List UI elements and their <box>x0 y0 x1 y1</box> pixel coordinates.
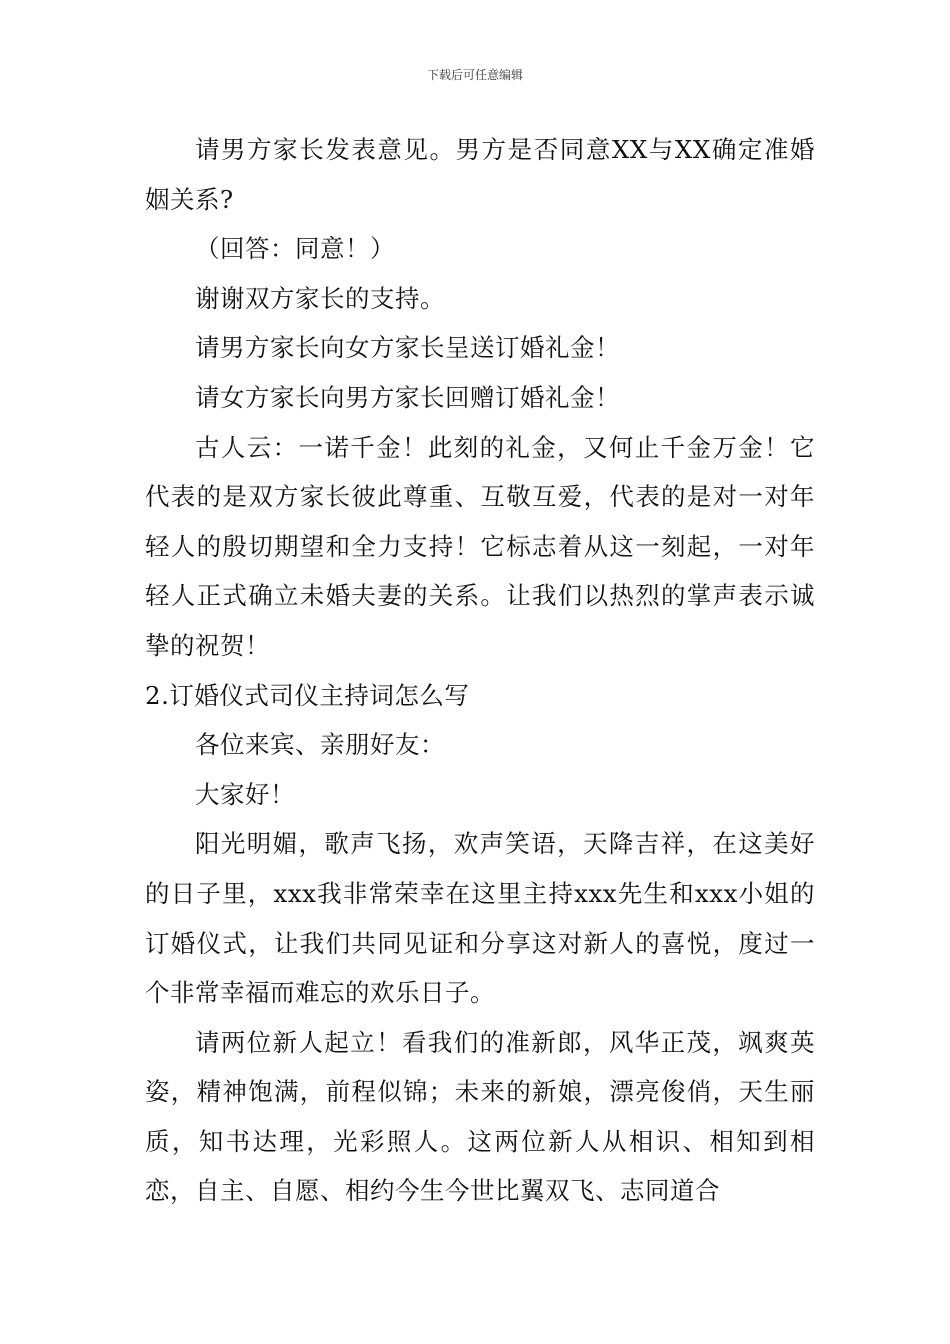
paragraph-bride-gift: 请女方家长向男方家长回赠订婚礼金！ <box>195 382 620 412</box>
paragraph-greeting-guests: 各位来宾、亲朋好友： <box>195 730 445 760</box>
paragraph-couple-stand: 请两位新人起立！看我们的准新郎，风华正茂，飒爽英姿，精神饱满，前程似锦；未来的新娘，漂亮俊俏，天生丽质，知书达理，光彩照人。这两位新人从相识、相知到相恋，自主、自愿、相约今生今世比翼双飞、志同道合 <box>145 1027 815 1206</box>
page-header: 下载后可任意编辑 <box>426 68 523 82</box>
paragraph-parent-opinion: 请男方家长发表意见。男方是否同意XX与XX确定准婚姻关系? <box>145 135 815 214</box>
document-body <box>145 125 815 1216</box>
paragraph-thanks: 谢谢双方家长的支持。 <box>195 283 445 313</box>
section-heading: 2.订婚仪式司仪主持词怎么写 <box>145 680 470 710</box>
paragraph-sunshine: 阳光明媚，歌声飞扬，欢声笑语，天降吉祥，在这美好的日子里，xxx我非常荣幸在这里主持xxx先生和xxx小姐的订婚仪式，让我们共同见证和分享这对新人的喜悦，度过一个非常幸福而难忘的欢乐日子。 <box>145 829 815 1008</box>
paragraph-answer: （回答：同意！） <box>195 234 395 264</box>
paragraph-ancient-saying: 古人云：一诺千金！此刻的礼金，又何止千金万金！它代表的是双方家长彼此尊重、互敬互爱，代表的是对一对年轻人的殷切期望和全力支持！它标志着从这一刻起，一对年轻人正式确立未婚夫妻的关系。让我们以热烈的掌声表示诚挚的祝贺！ <box>145 432 815 660</box>
paragraph-groom-gift: 请男方家长向女方家长呈送订婚礼金！ <box>195 333 620 363</box>
paragraph-hello: 大家好！ <box>195 779 295 809</box>
